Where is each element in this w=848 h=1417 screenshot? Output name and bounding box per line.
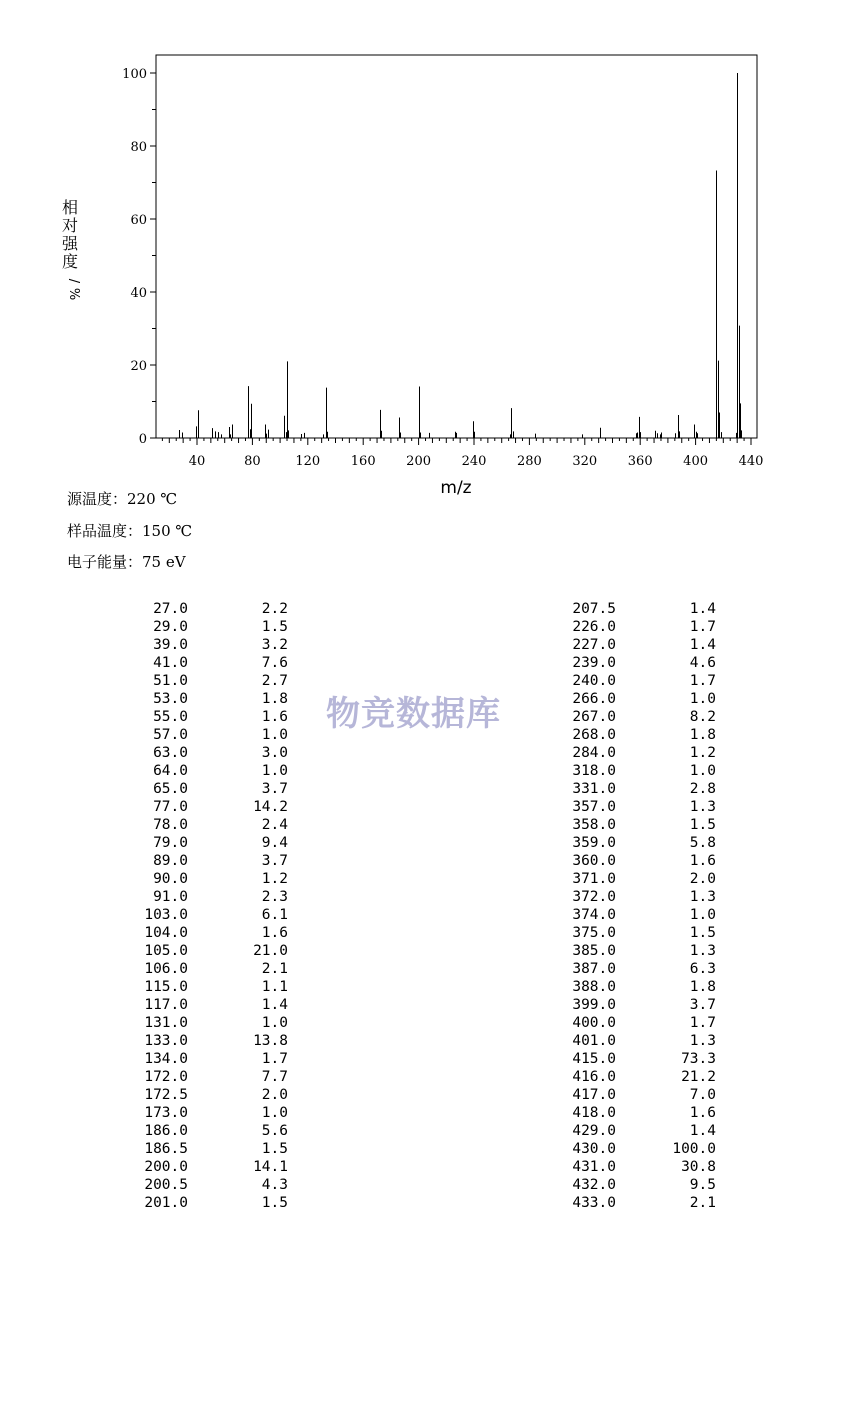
relative-intensity-value: 1.7: [689, 1015, 716, 1031]
relative-intensity-value: 30.8: [681, 1159, 716, 1175]
relative-intensity-value: 2.1: [689, 1195, 716, 1211]
table-row: [138, 780, 288, 798]
relative-intensity-value: 1.6: [261, 925, 288, 941]
mz-value: 430.0: [572, 1141, 616, 1157]
relative-intensity-value: 2.1: [261, 961, 288, 977]
table-row: [138, 1032, 288, 1050]
table-row: [138, 1104, 288, 1122]
relative-intensity-value: 14.2: [253, 799, 288, 815]
table-row: [138, 942, 288, 960]
table-row: [566, 744, 716, 762]
mz-value: 372.0: [572, 889, 616, 905]
peak-series: [180, 73, 742, 438]
mz-value: 53.0: [153, 691, 188, 707]
electron-energy-label: 电子能量：: [67, 553, 143, 571]
watermark: 物竞数据库: [326, 694, 501, 734]
y-tick-label: 40: [130, 286, 147, 301]
x-tick-label: 360: [627, 454, 653, 469]
sample-temperature-value: 150 ℃: [142, 522, 193, 540]
table-row: [566, 852, 716, 870]
mz-value: 375.0: [572, 925, 616, 941]
table-row: [566, 942, 716, 960]
mz-value: 77.0: [153, 799, 188, 815]
mz-value: 433.0: [572, 1195, 616, 1211]
relative-intensity-value: 1.0: [261, 1105, 288, 1121]
relative-intensity-value: 7.6: [261, 655, 288, 671]
mz-value: 55.0: [153, 709, 188, 725]
mz-value: 431.0: [572, 1159, 616, 1175]
relative-intensity-value: 2.8: [689, 781, 716, 797]
mz-value: 429.0: [572, 1123, 616, 1139]
table-row: [566, 978, 716, 996]
sample-temperature: [67, 520, 192, 541]
relative-intensity-value: 1.6: [261, 709, 288, 725]
mz-value: 133.0: [144, 1033, 188, 1049]
table-row: [566, 888, 716, 906]
mz-value: 374.0: [572, 907, 616, 923]
relative-intensity-value: 1.4: [689, 637, 716, 653]
relative-intensity-value: 4.3: [261, 1177, 288, 1193]
mz-value: 385.0: [572, 943, 616, 959]
relative-intensity-value: 6.3: [689, 961, 716, 977]
relative-intensity-value: 21.0: [253, 943, 288, 959]
x-tick-label: 40: [188, 454, 206, 469]
relative-intensity-value: 3.0: [261, 745, 288, 761]
x-tick-label: 400: [683, 454, 709, 469]
relative-intensity-value: 1.4: [261, 997, 288, 1013]
table-row: [566, 762, 716, 780]
mz-value: 105.0: [144, 943, 188, 959]
mz-value: 65.0: [153, 781, 188, 797]
relative-intensity-value: 1.1: [261, 979, 288, 995]
table-row: [138, 960, 288, 978]
peak-table-right: [566, 600, 716, 1212]
table-row: [566, 1158, 716, 1176]
mz-value: 131.0: [144, 1015, 188, 1031]
relative-intensity-value: 1.0: [689, 691, 716, 707]
relative-intensity-value: 1.5: [261, 1141, 288, 1157]
table-row: [566, 1140, 716, 1158]
table-row: [566, 1194, 716, 1212]
mz-value: 266.0: [572, 691, 616, 707]
mass-spectrum-chart: [0, 0, 848, 500]
relative-intensity-value: 7.7: [261, 1069, 288, 1085]
mz-value: 63.0: [153, 745, 188, 761]
plot-frame: [156, 55, 757, 438]
table-row: [138, 618, 288, 636]
relative-intensity-value: 1.5: [689, 925, 716, 941]
relative-intensity-value: 1.0: [261, 1015, 288, 1031]
relative-intensity-value: 1.4: [689, 1123, 716, 1139]
mz-value: 417.0: [572, 1087, 616, 1103]
mz-value: 401.0: [572, 1033, 616, 1049]
mz-value: 358.0: [572, 817, 616, 833]
mz-value: 104.0: [144, 925, 188, 941]
mz-value: 318.0: [572, 763, 616, 779]
relative-intensity-value: 2.2: [261, 601, 288, 617]
relative-intensity-value: 1.8: [689, 727, 716, 743]
mz-value: 267.0: [572, 709, 616, 725]
relative-intensity-value: 21.2: [681, 1069, 716, 1085]
relative-intensity-value: 1.0: [261, 763, 288, 779]
table-row: [566, 816, 716, 834]
mz-value: 78.0: [153, 817, 188, 833]
relative-intensity-value: 2.3: [261, 889, 288, 905]
mz-value: 173.0: [144, 1105, 188, 1121]
y-axis-label-char: 对: [61, 216, 79, 235]
relative-intensity-value: 5.6: [261, 1123, 288, 1139]
y-axis: [122, 67, 156, 447]
relative-intensity-value: 1.7: [261, 1051, 288, 1067]
mz-value: 371.0: [572, 871, 616, 887]
table-row: [138, 1176, 288, 1194]
table-row: [566, 1086, 716, 1104]
relative-intensity-value: 2.0: [261, 1087, 288, 1103]
y-tick-label: 80: [130, 140, 147, 155]
peak-table-left: [138, 600, 288, 1212]
mz-value: 399.0: [572, 997, 616, 1013]
table-row: [138, 708, 288, 726]
table-row: [138, 924, 288, 942]
table-row: [138, 1140, 288, 1158]
mz-value: 207.5: [572, 601, 616, 617]
mz-value: 200.0: [144, 1159, 188, 1175]
mz-value: 418.0: [572, 1105, 616, 1121]
relative-intensity-value: 2.7: [261, 673, 288, 689]
mz-value: 359.0: [572, 835, 616, 851]
table-row: [566, 1122, 716, 1140]
mz-value: 29.0: [153, 619, 188, 635]
table-row: [566, 960, 716, 978]
relative-intensity-value: 1.3: [689, 943, 716, 959]
relative-intensity-value: 1.2: [261, 871, 288, 887]
mz-value: 200.5: [144, 1177, 188, 1193]
table-row: [138, 1158, 288, 1176]
table-row: [566, 1050, 716, 1068]
table-row: [138, 1068, 288, 1086]
relative-intensity-value: 1.7: [689, 619, 716, 635]
y-tick-label: 0: [138, 432, 147, 447]
source-temperature: [67, 488, 177, 509]
table-row: [138, 978, 288, 996]
mz-value: 106.0: [144, 961, 188, 977]
relative-intensity-value: 3.7: [261, 781, 288, 797]
mz-value: 90.0: [153, 871, 188, 887]
table-row: [138, 816, 288, 834]
relative-intensity-value: 3.2: [261, 637, 288, 653]
mz-value: 415.0: [572, 1051, 616, 1067]
table-row: [138, 906, 288, 924]
table-row: [566, 780, 716, 798]
table-row: [138, 870, 288, 888]
mz-value: 387.0: [572, 961, 616, 977]
mz-value: 388.0: [572, 979, 616, 995]
mz-value: 89.0: [153, 853, 188, 869]
table-row: [138, 726, 288, 744]
y-axis-label-char: 强: [61, 234, 79, 253]
table-row: [566, 870, 716, 888]
relative-intensity-value: 1.3: [689, 1033, 716, 1049]
relative-intensity-value: 1.4: [689, 601, 716, 617]
table-row: [138, 1014, 288, 1032]
relative-intensity-value: 3.7: [261, 853, 288, 869]
relative-intensity-value: 2.0: [689, 871, 716, 887]
table-row: [138, 744, 288, 762]
table-row: [566, 1014, 716, 1032]
table-row: [138, 636, 288, 654]
mz-value: 186.5: [144, 1141, 188, 1157]
mz-value: 27.0: [153, 601, 188, 617]
relative-intensity-value: 6.1: [261, 907, 288, 923]
mz-value: 57.0: [153, 727, 188, 743]
mz-value: 51.0: [153, 673, 188, 689]
y-axis-label-char: 相: [61, 198, 79, 217]
x-tick-label: 80: [244, 454, 261, 469]
table-row: [138, 672, 288, 690]
mz-value: 172.0: [144, 1069, 188, 1085]
relative-intensity-value: 8.2: [689, 709, 716, 725]
sample-temperature-label: 样品温度：: [67, 522, 143, 540]
relative-intensity-value: 1.0: [689, 907, 716, 923]
relative-intensity-value: 5.8: [689, 835, 716, 851]
x-tick-label: 240: [461, 454, 487, 469]
relative-intensity-value: 3.7: [689, 997, 716, 1013]
mz-value: 39.0: [153, 637, 188, 653]
relative-intensity-value: 14.1: [253, 1159, 288, 1175]
source-temperature-value: 220 ℃: [127, 490, 178, 508]
relative-intensity-value: 9.5: [689, 1177, 716, 1193]
table-row: [138, 996, 288, 1014]
relative-intensity-value: 1.6: [689, 853, 716, 869]
mz-value: 240.0: [572, 673, 616, 689]
table-row: [566, 996, 716, 1014]
y-axis-label: [62, 198, 81, 300]
electron-energy-value: 75 eV: [142, 553, 186, 571]
table-row: [566, 708, 716, 726]
relative-intensity-value: 1.7: [689, 673, 716, 689]
relative-intensity-value: 1.0: [261, 727, 288, 743]
mz-value: 79.0: [153, 835, 188, 851]
x-tick-label: 440: [738, 454, 764, 469]
relative-intensity-value: 1.2: [689, 745, 716, 761]
table-row: [138, 600, 288, 618]
relative-intensity-value: 1.3: [689, 799, 716, 815]
y-tick-label: 60: [130, 213, 147, 228]
mz-value: 331.0: [572, 781, 616, 797]
relative-intensity-value: 1.3: [689, 889, 716, 905]
table-row: [566, 1032, 716, 1050]
x-tick-label: 160: [350, 454, 376, 469]
relative-intensity-value: 1.8: [261, 691, 288, 707]
mz-value: 91.0: [153, 889, 188, 905]
mz-value: 134.0: [144, 1051, 188, 1067]
x-tick-label: 320: [572, 454, 598, 469]
mz-value: 432.0: [572, 1177, 616, 1193]
electron-energy: [67, 551, 186, 572]
relative-intensity-value: 9.4: [261, 835, 288, 851]
mz-value: 360.0: [572, 853, 616, 869]
table-row: [138, 852, 288, 870]
mz-value: 201.0: [144, 1195, 188, 1211]
mz-value: 172.5: [144, 1087, 188, 1103]
x-tick-label: 120: [295, 454, 321, 469]
x-tick-label: 280: [516, 454, 542, 469]
table-row: [138, 888, 288, 906]
relative-intensity-value: 7.0: [689, 1087, 716, 1103]
relative-intensity-value: 1.5: [689, 817, 716, 833]
mz-value: 239.0: [572, 655, 616, 671]
mz-value: 103.0: [144, 907, 188, 923]
table-row: [566, 654, 716, 672]
mz-value: 284.0: [572, 745, 616, 761]
x-axis-label: m/z: [440, 478, 472, 498]
y-tick-label: 20: [130, 359, 147, 374]
x-tick-label: 200: [406, 454, 432, 469]
table-row: [566, 618, 716, 636]
table-row: [138, 690, 288, 708]
relative-intensity-value: 1.0: [689, 763, 716, 779]
relative-intensity-value: 4.6: [689, 655, 716, 671]
mz-value: 64.0: [153, 763, 188, 779]
table-row: [566, 1176, 716, 1194]
mz-value: 227.0: [572, 637, 616, 653]
relative-intensity-value: 1.5: [261, 1195, 288, 1211]
y-tick-label: 100: [122, 67, 147, 82]
y-axis-label-char: /: [66, 278, 81, 284]
table-row: [138, 1122, 288, 1140]
table-row: [566, 1068, 716, 1086]
x-axis: [162, 438, 763, 469]
y-axis-label-char: %: [66, 287, 81, 301]
mz-value: 357.0: [572, 799, 616, 815]
mz-value: 416.0: [572, 1069, 616, 1085]
mz-value: 186.0: [144, 1123, 188, 1139]
relative-intensity-value: 13.8: [253, 1033, 288, 1049]
table-row: [566, 672, 716, 690]
table-row: [566, 600, 716, 618]
relative-intensity-value: 2.4: [261, 817, 288, 833]
table-row: [566, 798, 716, 816]
table-row: [138, 1194, 288, 1212]
relative-intensity-value: 73.3: [681, 1051, 716, 1067]
mz-value: 226.0: [572, 619, 616, 635]
y-axis-label-char: 度: [61, 252, 79, 271]
table-row: [138, 798, 288, 816]
mz-value: 117.0: [144, 997, 188, 1013]
table-row: [566, 726, 716, 744]
source-temperature-label: 源温度：: [67, 490, 128, 508]
mz-value: 115.0: [144, 979, 188, 995]
table-row: [138, 762, 288, 780]
relative-intensity-value: 1.5: [261, 619, 288, 635]
table-row: [566, 834, 716, 852]
table-row: [566, 690, 716, 708]
mz-value: 41.0: [153, 655, 188, 671]
table-row: [566, 924, 716, 942]
relative-intensity-value: 100.0: [672, 1141, 716, 1157]
table-row: [566, 636, 716, 654]
relative-intensity-value: 1.6: [689, 1105, 716, 1121]
relative-intensity-value: 1.8: [689, 979, 716, 995]
table-row: [138, 654, 288, 672]
table-row: [566, 906, 716, 924]
table-row: [138, 1050, 288, 1068]
table-row: [138, 834, 288, 852]
table-row: [566, 1104, 716, 1122]
mz-value: 268.0: [572, 727, 616, 743]
table-row: [138, 1086, 288, 1104]
mz-value: 400.0: [572, 1015, 616, 1031]
